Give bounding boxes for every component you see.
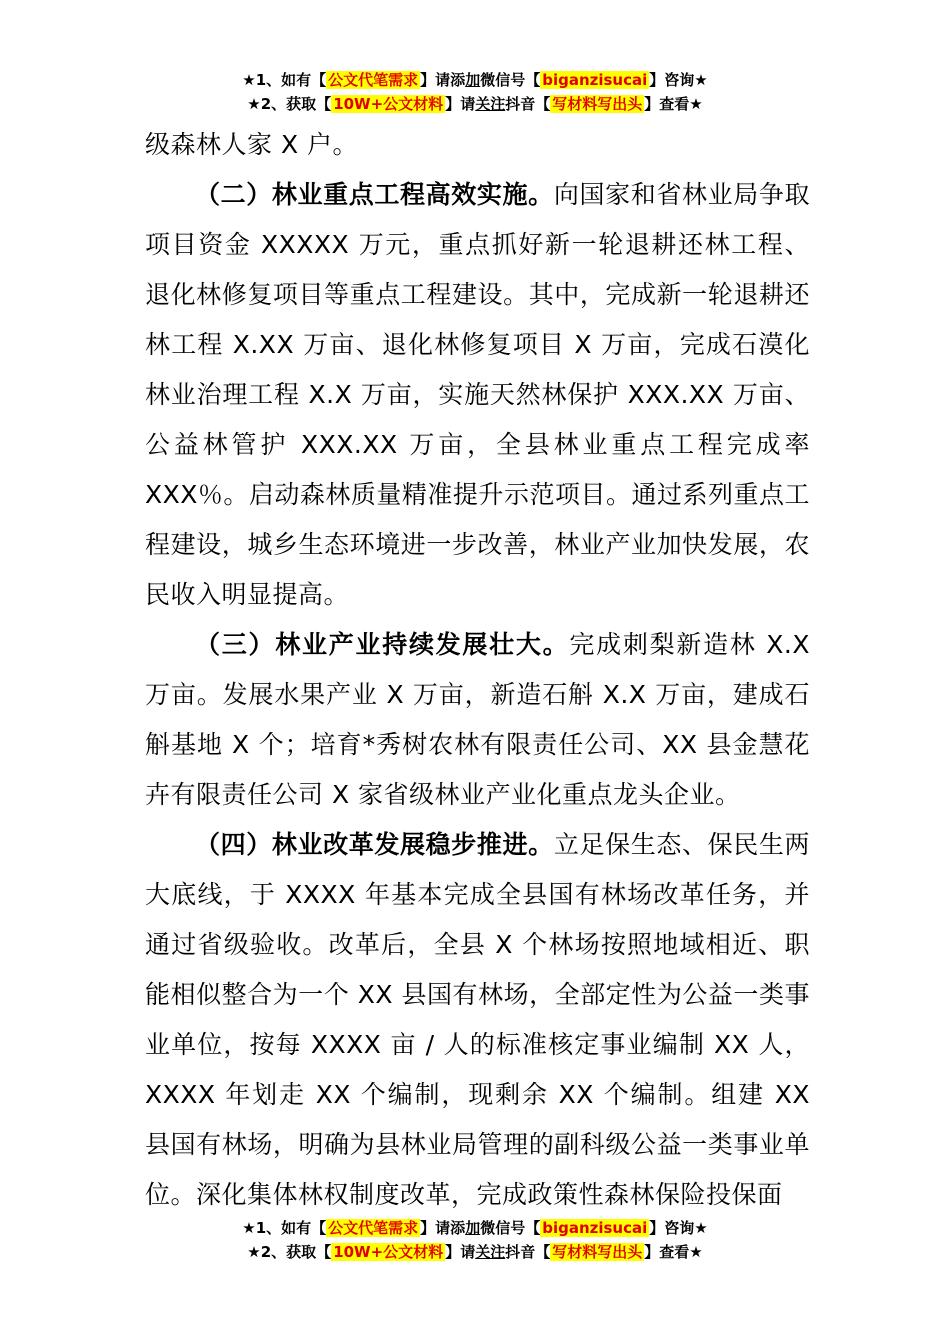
banner-underline: 关注 — [475, 95, 506, 113]
banner-text: 】查看★ — [644, 95, 703, 113]
banner-underline: 关注 — [475, 1243, 506, 1261]
banner-text: ★2、获取【 — [247, 1243, 332, 1261]
section-paragraph-4 — [145, 820, 810, 1220]
banner-line-1 — [0, 1216, 950, 1240]
document-body — [145, 120, 810, 1220]
banner-text: 】咨询★ — [649, 71, 708, 89]
banner-text: 】咨询★ — [649, 1219, 708, 1237]
footer-banner — [0, 1216, 950, 1264]
banner-highlight: biganzisucai — [542, 1219, 648, 1237]
banner-text: 抖音【 — [505, 95, 551, 113]
section-paragraph-2 — [145, 170, 810, 620]
section-heading: （四）林业改革发展稳步推进。 — [195, 830, 554, 859]
banner-highlight: 写材料写出头 — [552, 1243, 643, 1261]
banner-text: 微信号【 — [480, 71, 541, 89]
banner-underline: 加 — [465, 71, 481, 89]
banner-line-2 — [0, 1240, 950, 1264]
banner-text: 】查看★ — [644, 1243, 703, 1261]
banner-text: 】请添 — [420, 71, 466, 89]
section-heading: （三）林业产业持续发展壮大。 — [195, 630, 570, 659]
banner-text: ★1、如有【 — [242, 71, 327, 89]
banner-text: 】请添 — [420, 1219, 466, 1237]
banner-text: 抖音【 — [505, 1243, 551, 1261]
banner-text: 微信号【 — [480, 1219, 541, 1237]
banner-highlight: 公文代笔需求 — [328, 71, 419, 89]
banner-highlight: 公文代笔需求 — [328, 1219, 419, 1237]
continuation-paragraph: 级森林人家 X 户。 — [145, 130, 359, 159]
banner-highlight: 写材料写出头 — [552, 95, 643, 113]
banner-text: ★1、如有【 — [242, 1219, 327, 1237]
section-paragraph-3 — [145, 620, 810, 820]
banner-text: ★2、获取【 — [247, 95, 332, 113]
section-text: 向国家和省林业局争取项目资金 XXXXX 万元，重点抓好新一轮退耕还林工程、退化林修复项目等重点工程建设。其中，完成新一轮退耕还林工程 X.XX 万亩、退化林修复项目 X 万亩，完成石漠化林业治理工程 X.X 万亩，实施天然林保护 XXX.XX 万亩、公益林管护 XXX.XX 万亩，全县林业重点工程完成率 XXX％。启动森林质量精准提升示范项目。通过系列重点工程建设，城乡生态环境进一步改善，林业产业加快发展，农民收入明显提高。 — [145, 180, 810, 609]
banner-text: 】请 — [445, 1243, 476, 1261]
section-heading: （二）林业重点工程高效实施。 — [195, 180, 554, 209]
banner-underline: 加 — [465, 1219, 481, 1237]
section-text: 完成刺梨新造林 X.X 万亩。发展水果产业 X 万亩，新造石斛 X.X 万亩，建成石斛基地 X 个；培育*秀树农林有限责任公司、XX 县金慧花卉有限责任公司 X 家省级林业产业化重点龙头企业。 — [145, 630, 810, 809]
section-text: 立足保生态、保民生两大底线，于 XXXX 年基本完成全县国有林场改革任务，并通过省级验收。改革后，全县 X 个林场按照地域相近、职能相似整合为一个 XX 县国有林场，全部定性为公益一类事业单位，按每 XXXX 亩 / 人的标准核定事业编制 XX 人，XXXX 年划走 XX 个编制，现剩余 XX 个编制。组建 XX 县国有林场，明确为县林业局管理的副科级公益一类事业单位。深化集体林权制度改革，完成政策性森林保险投保面 — [145, 830, 810, 1209]
banner-highlight: 10W+公文材料 — [333, 95, 444, 113]
header-banner — [0, 68, 950, 116]
banner-highlight: 10W+公文材料 — [333, 1243, 444, 1261]
banner-line-1 — [0, 68, 950, 92]
banner-highlight: biganzisucai — [542, 71, 648, 89]
banner-text: 】请 — [445, 95, 476, 113]
banner-line-2 — [0, 92, 950, 116]
